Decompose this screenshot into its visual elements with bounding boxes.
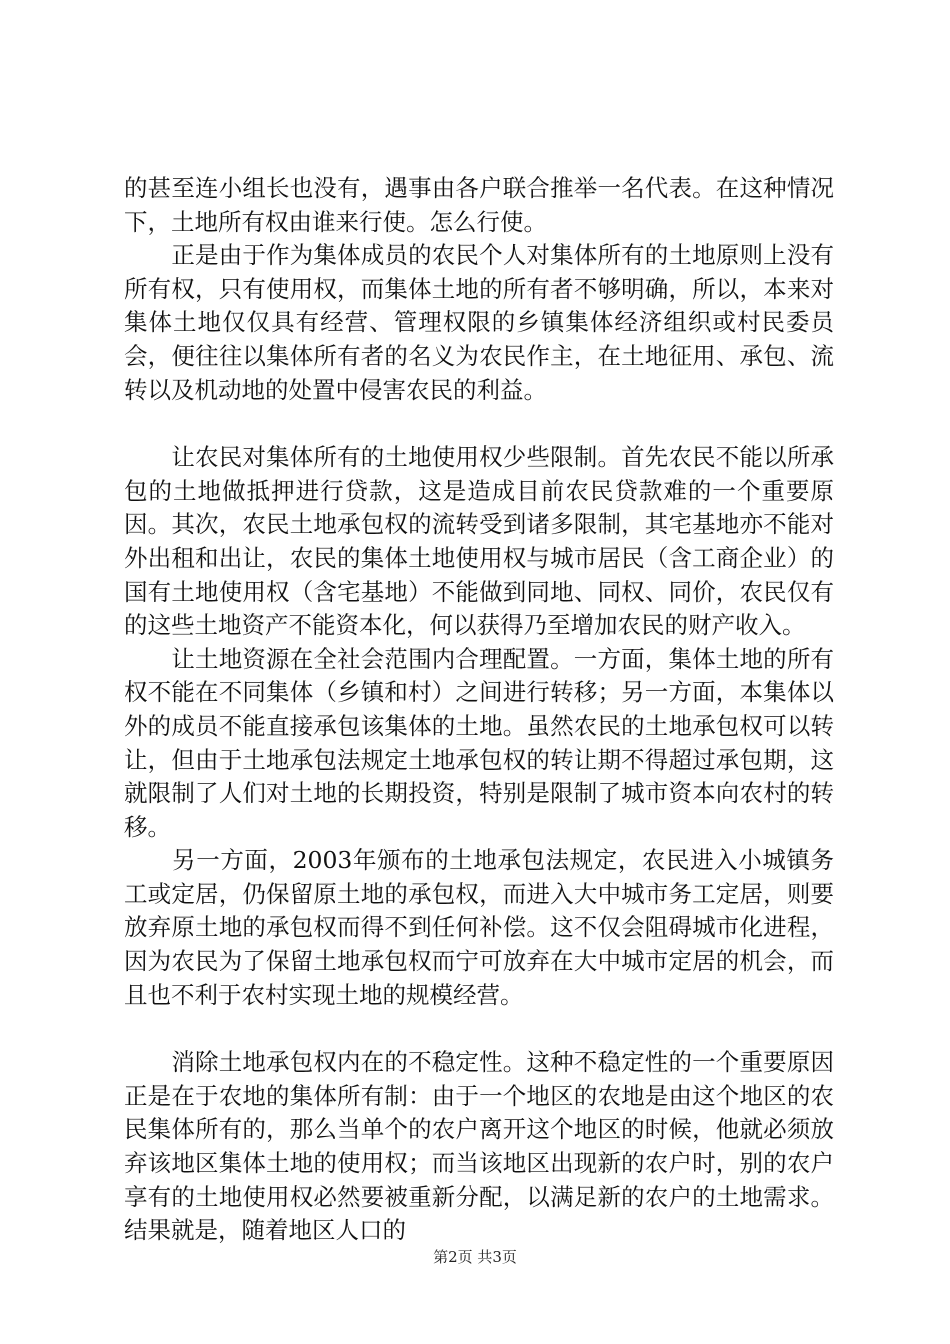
paragraph-2: 正是由于作为集体成员的农民个人对集体所有的土地原则上没有所有权，只有使用权，而集体土地的所有者不够明确，所以，本来对集体土地仅仅具有经营、管理权限的乡镇集体经济组织或村民委员会，便往往以集体所有者的名义为农民作主，在土地征用、承包、流转以及机动地的处置中侵害农民的利益。 — [124, 241, 834, 404]
paragraph-spacer — [124, 407, 834, 441]
paragraph-1: 的甚至连小组长也没有，遇事由各户联合推举一名代表。在这种情况下，土地所有权由谁来行使。怎么行使。 — [124, 174, 834, 236]
paragraph-6: 消除土地承包权内在的不稳定性。这种不稳定性的一个重要原因正是在于农地的集体所有制：由于一个地区的农地是由这个地区的农民集体所有的，那么当单个的农户离开这个地区的时候，他就必须放弃该地区集体土地的使用权；而当该地区出现新的农户时，别的农户享有的土地使用权必然要被重新分配，以满足新的农户的土地需求。结果就是，随着地区人口的 — [124, 1048, 834, 1245]
page-number-footer: 第2页 共3页 — [433, 1248, 517, 1266]
paragraph-3: 让农民对集体所有的土地使用权少些限制。首先农民不能以所承包的土地做抵押进行贷款，这是造成目前农民贷款难的一个重要原因。其次，农民土地承包权的流转受到诸多限制，其宅基地亦不能对外出租和出让，农民的集体土地使用权与城市居民（含工商企业）的国有土地使用权（含宅基地）不能做到同地、同权、同价，农民仅有的这些土地资产不能资本化，何以获得乃至增加农民的财产收入。 — [124, 443, 834, 640]
document-body — [124, 172, 834, 1248]
paragraph-4: 让土地资源在全社会范围内合理配置。一方面，集体土地的所有权不能在不同集体（乡镇和村）之间进行转移；另一方面，本集体以外的成员不能直接承包该集体的土地。虽然农民的土地承包权可以转让，但由于土地承包法规定土地承包权的转让期不得超过承包期，这就限制了人们对土地的长期投资，特别是限制了城市资本向农村的转移。 — [124, 644, 834, 841]
paragraph-5: 另一方面，2003年颁布的土地承包法规定，农民进入小城镇务工或定居，仍保留原土地的承包权，而进入大中城市务工定居，则要放弃原土地的承包权而得不到任何补偿。这不仅会阻碍城市化进程，因为农民为了保留土地承包权而宁可放弃在大中城市定居的机会，而且也不利于农村实现土地的规模经营。 — [124, 846, 834, 1009]
paragraph-spacer — [124, 1012, 834, 1046]
